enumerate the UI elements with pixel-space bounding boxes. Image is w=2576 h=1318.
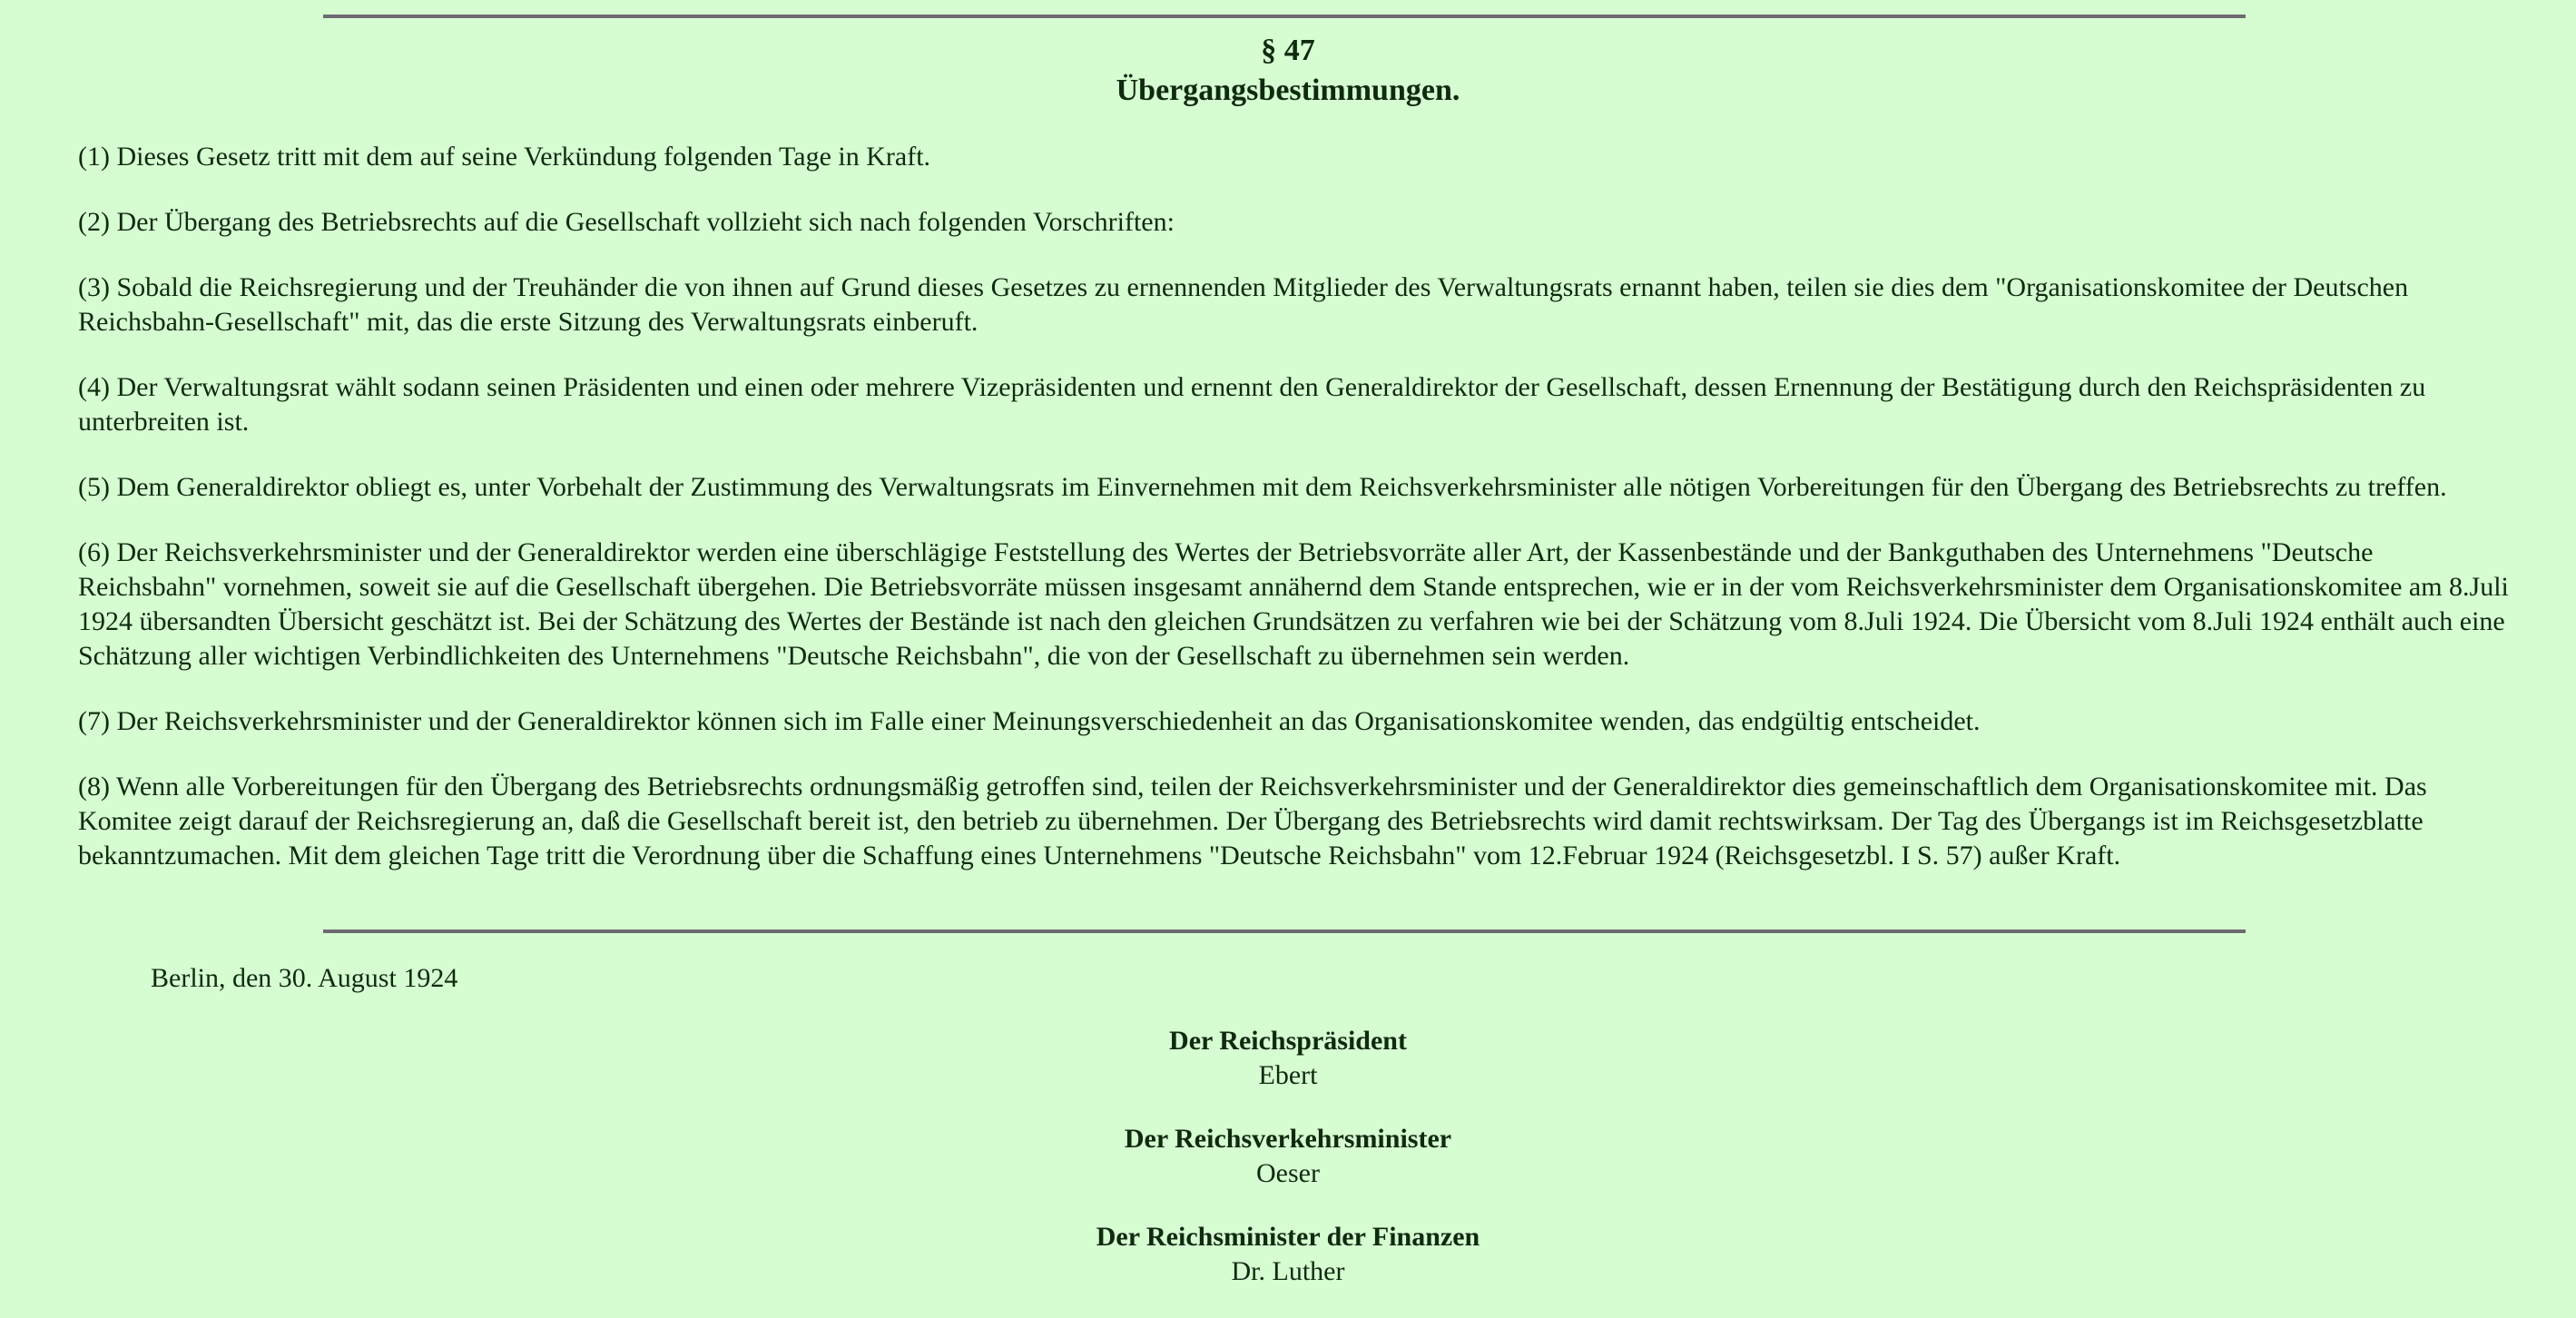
signature — [0, 1024, 2576, 1093]
signatory-name: Ebert — [1258, 1060, 1318, 1090]
bottom-divider — [323, 929, 2246, 933]
paragraph: (6) Der Reichsverkehrsminister und der Generaldirektor werden eine überschlägige Feststellung des Wertes der Betriebsvorräte aller Art, der Kassenbestände und der Bankguthaben des Unternehmens "Deutsche Reichsbahn" vornehmen, soweit sie auf die Gesellschaft übergehen. Die Betriebsvorräte müssen insgesamt annähernd dem Stande entsprechen, wie er in der vom Reichsverkehrsminister dem Organisationskomitee am 8.Juli 1924 übersandten Übersicht geschätzt ist. Bei der Schätzung des Wertes der Bestände ist nach den gleichen Grundsätzen zu verfahren wie bei der Schätzung vom 8.Juli 1924. Die Übersicht vom 8.Juli 1924 enthält auch eine Schätzung aller wichtigen Verbindlichkeiten des Unternehmens "Deutsche Reichsbahn", die von der Gesellschaft zu übernehmen sein werden. — [78, 537, 2509, 671]
signature — [0, 1122, 2576, 1191]
paragraph: (2) Der Übergang des Betriebsrechts auf die Gesellschaft vollzieht sich nach folgenden Vorschriften: — [78, 207, 1175, 237]
section-title: Übergangsbestimmungen. — [1116, 74, 1460, 107]
paragraph-list — [78, 140, 2511, 904]
section-number: § 47 — [1261, 34, 1315, 67]
signatory-name: Dr. Luther — [1231, 1256, 1345, 1286]
paragraph: (8) Wenn alle Vorbereitungen für den Übergang des Betriebsrechts ordnungsmäßig getroffen sind, teilen der Reichsverkehrsminister und der Generaldirektor dies gemeinschaftlich dem Organisationskomitee mit. Das Komitee zeigt darauf der Reichsregierung an, daß die Gesellschaft bereit ist, den betrieb zu übernehmen. Der Übergang des Betriebsrechts wird damit rechtswirksam. Der Tag des Übergangs ist im Reichsgesetzblatte bekanntzumachen. Mit dem gleichen Tage tritt die Verordnung über die Schaffung eines Unternehmens "Deutsche Reichsbahn" vom 12.Februar 1924 (Reichsgesetzbl. I S. 57) außer Kraft. — [78, 772, 2427, 870]
paragraph: (1) Dieses Gesetz tritt mit dem auf seine Verkündung folgenden Tage in Kraft. — [78, 142, 931, 172]
signatory-title: Der Reichsverkehrsminister — [1124, 1124, 1452, 1154]
signature-block — [0, 1024, 2576, 1318]
signature — [0, 1220, 2576, 1289]
signatory-title: Der Reichsminister der Finanzen — [1096, 1222, 1480, 1252]
place-date: Berlin, den 30. August 1924 — [151, 963, 458, 993]
paragraph: (3) Sobald die Reichsregierung und der Treuhänder die von ihnen auf Grund dieses Gesetzes zu ernennenden Mitglieder des Verwaltungsrats ernannt haben, teilen sie dies dem "Organisationskomitee der Deutschen Reichsbahn-Gesellschaft" mit, das die erste Sitzung des Verwaltungsrats einberuft. — [78, 272, 2409, 337]
paragraph: (5) Dem Generaldirektor obliegt es, unter Vorbehalt der Zustimmung des Verwaltungsrats im Einvernehmen mit dem Reichsverkehrsminister alle nötigen Vorbereitungen für den Übergang des Betriebsrechts zu treffen. — [78, 472, 2447, 502]
paragraph: (4) Der Verwaltungsrat wählt sodann seinen Präsidenten und einen oder mehrere Vizepräsidenten und ernennt den Generaldirektor der Gesellschaft, dessen Ernennung der Bestätigung durch den Reichspräsidenten zu unterbreiten ist. — [78, 372, 2426, 437]
top-divider — [323, 15, 2246, 18]
section-heading — [0, 31, 2576, 111]
signatory-name: Oeser — [1256, 1158, 1320, 1188]
paragraph: (7) Der Reichsverkehrsminister und der Generaldirektor können sich im Falle einer Meinungsverschiedenheit an das Organisationskomitee wenden, das endgültig entscheidet. — [78, 706, 1981, 736]
signatory-title: Der Reichspräsident — [1169, 1026, 1407, 1056]
